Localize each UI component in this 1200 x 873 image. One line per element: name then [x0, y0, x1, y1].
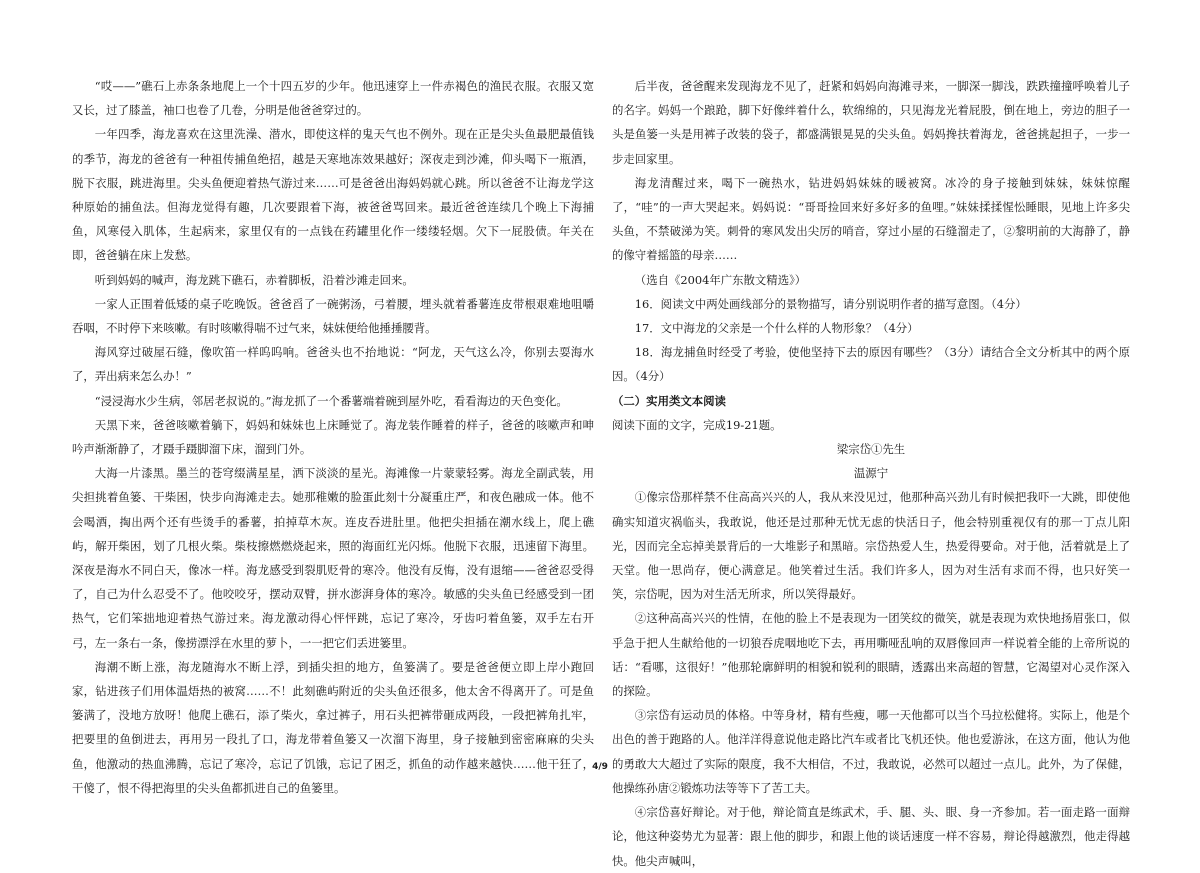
section-heading: （二）实用类文本阅读: [612, 393, 726, 408]
question-16: 16．阅读文中两处画线部分的景物描写，请分别说明作者的描写意图。（4分）: [634, 296, 1027, 311]
article-paragraph: ④宗岱喜好辩论。对于他，辩论简直是练武术，手、腿、头、眼、身一齐参加。若一面走路一面辩论，他这种姿势尤为显著：跟上他的脚步，和跟上他的谈话速度一样不容易，辩论得越激烈，他走得越快。他尖声喊叫，: [612, 805, 1130, 868]
page-number: 4/9: [592, 762, 608, 772]
article-paragraph: ①像宗岱那样禁不住高高兴兴的人，我从来没见过，他那种高兴劲儿有时候把我吓一大跳，即使他确实知道灾祸临头，我敢说，他还是过那种无忧无虑的快活日子，他会特别重视仅有的那一丁点儿阳光，因而完全忘掉美景背后的一大堆影子和黑暗。宗岱热爱人生，热爱得要命。对于他，活着就是上了天堂。他一思尚存，便心满意足。他笑着过生活。我们许多人，因为对生活有求而不得，也只好笑一笑，宗岱呢，因为对生活无所求，所以笑得最好。: [612, 490, 1130, 602]
story-paragraph: 海龙清醒过来，喝下一碗热水，钻进妈妈妹妹的暖被窝。冰冷的身子接触到妹妹，妹妹惊醒了，“哇”的一声大哭起来。妈妈说：“哥哥捡回来好多好多的鱼哩。”妹妹揉揉惺忪睡眼，见地上许多尖头鱼，不禁破涕为笑。刺骨的寒风发出尖厉的哨音，穿过小屋的石缝溜走了，②黎明前的大海静了，静的像守着摇篮的母亲……: [612, 175, 1130, 263]
source-citation: （选自《2004年广东散文精选》）: [634, 272, 807, 287]
story-paragraph: 天黑下来，爸爸咳嗽着躺下，妈妈和妹妹也上床睡觉了。海龙装作睡着的样子，爸爸的咳嗽声和呻吟声渐渐静了，才蹑手蹑脚溜下床，溜到门外。: [72, 417, 594, 457]
story-paragraph: 一年四季，海龙喜欢在这里洗澡、潜水，即使这样的鬼天气也不例外。现在正是尖头鱼最肥最值钱的季节，海龙的爸爸有一种祖传捕鱼绝招，越是天寒地冻效果越好；深夜走到沙滩，仰头喝下一瓶酒，脱下衣服，跳进海里。尖头鱼便迎着热气游过来……可是爸爸出海妈妈就心跳。所以爸爸不让海龙学这种原始的捕鱼法。但海龙觉得有趣，几次要跟着下海，被爸爸骂回来。最近爸爸连续几个晚上下海捕鱼，风寒侵入肌体，生起病来，家里仅有的一点钱在药罐里化作一缕缕轻烟。欠下一屁股债。年关在即，爸爸躺在床上发愁。: [72, 127, 594, 263]
question-17: 17．文中海龙的父亲是一个什么样的人物形象？（4分）: [634, 321, 919, 336]
article-author: 温源宁: [853, 466, 889, 481]
article-title: 梁宗岱①先生: [836, 442, 906, 457]
story-paragraph: “浸浸海水少生病，邻居老叔说的。”海龙抓了一个番薯端着碗到屋外吃，看看海边的天色变化。: [94, 393, 568, 408]
story-paragraph: 海风穿过破屋石缝，像吹笛一样呜呜响。爸爸头也不抬地说：“阿龙，天气这么冷，你别去耍海水了，弄出病来怎么办！”: [72, 345, 594, 384]
story-paragraph: “哎——”礁石上赤条条地爬上一个十四五岁的少年。他迅速穿上一件赤褐色的渔民衣服。衣服又宽又长，过了膝盖，袖口也卷了几卷，分明是他爸爸穿过的。: [72, 79, 594, 118]
story-paragraph: 后半夜，爸爸醒来发现海龙不见了，赶紧和妈妈向海滩寻来，一脚深一脚浅，跌跌撞撞呼唤着儿子的名字。妈妈一个踉跄，脚下好像绊着什么，软绵绵的，只见海龙光着屁股，倒在地上，旁边的胆子一头是鱼篓一头是用裤子改装的袋子，都盛满银晃晃的尖头鱼。妈妈搀扶着海龙，爸爸挑起担子，一步一步走回家里。: [612, 79, 1130, 166]
story-paragraph: 听到妈妈的喊声，海龙跳下礁石，赤着脚板，沿着沙滩走回来。: [94, 272, 414, 287]
story-paragraph: 大海一片漆黑。墨兰的苍穹缀满星星，洒下淡淡的星光。海滩像一片蒙蒙轻雾。海龙全副武装，用尖担挑着鱼篓、干柴困，快步向海滩走去。她那稚嫩的脸蛋此刻十分凝重庄严，和夜色融成一体。他不会喝酒，掏出两个还有些烫手的番薯，拍掉草木灰。连皮吞进肚里。他把尖担插在潮水线上，爬上礁屿，解开柴困，划了几根火柴。柴枝擦燃燃烧起来，照的海面红光闪烁。他脱下衣服，迅速留下海里。深夜是海水不同白天，像冰一样。海龙感受到裂肌贬骨的寒冷。他没有反悔，没有退缩——爸爸忍受得了，自己为什么忍受不了。他咬咬牙，摆动双臂，拼水澎湃身体的寒冷。敏感的尖头鱼已经感受到一团热气，它们笨拙地迎着热气游过来。海龙激动得心怦怦跳，忘记了寒冷，牙齿叼着鱼篓，双手左右开弓，左一条右一条，像捞漂浮在水里的萝卜，一一把它们丢进篓里。: [72, 466, 594, 650]
article-paragraph: ③宗岱有运动员的体格。中等身材，精有些瘦，哪一天他都可以当个马拉松健将。实际上，他是个出色的善于跑路的人。他洋洋得意说他走路比汽车或者比飞机还快。他也爱游泳，在这方面，他认为他的勇敢大大超过了实际的限度，我不大相信，不过，我敢说，必然可以超过一点儿。此外，为了保健，他操练孙唐②锻炼功法等等下了苦工夫。: [612, 708, 1130, 795]
question-18: 18．海龙捕鱼时经受了考验，使他坚持下去的原因有哪些？（3分）请结合全文分析其中的两个原因。（4分）: [612, 345, 1130, 384]
story-paragraph: 海潮不断上涨，海龙随海水不断上浮，到插尖担的地方，鱼篓满了。要是爸爸便立即上岸小跑回家，钻进孩子们用体温焐热的被窝……不！此刻礁屿附近的尖头鱼还很多，他太舍不得离开了。可是鱼篓满了，没地方放呀！他爬上礁石，添了柴火，拿过裤子，用石头把裤带砸成两段，一段把裤角扎牢，把要里的鱼倒进去，再用另一段扎了口，海龙带着鱼篓又一次溜下海里，身子接触到密密麻麻的尖头鱼，他激动的热血沸腾，忘记了寒冷，忘记了饥饿，忘记了困乏，抓鱼的动作越来越快……他干狂了，干傻了，恨不得把海里的尖头鱼都抓进自己的鱼篓里。: [72, 659, 594, 795]
instruction: 阅读下面的文字，完成19-21题。: [612, 417, 782, 432]
article-paragraph: ②这种高高兴兴的性情，在他的脸上不是表现为一团笑纹的微笑，就是表现为欢快地扬眉张口，似乎急于把人生献给他的一切狼吞虎咽地吃下去，再用嘶哑乱响的双唇像回声一样说着全能的上帝所说的话：“看哪，这很好！”他那轮廓鲜明的相貌和锐利的眼睛，透露出来高超的智慧，它渴望对心灵作深入的探险。: [612, 611, 1130, 699]
right-column: [612, 74, 1130, 873]
left-column: [72, 74, 594, 800]
story-paragraph: 一家人正围着低矮的桌子吃晚饭。爸爸舀了一碗粥汤，弓着腰，埋头就着番薯连皮带根艰难地咀嚼吞咽，不时停下来咳嗽。有时咳嗽得喘不过气来，妹妹便给他捶捶腰背。: [72, 296, 594, 336]
